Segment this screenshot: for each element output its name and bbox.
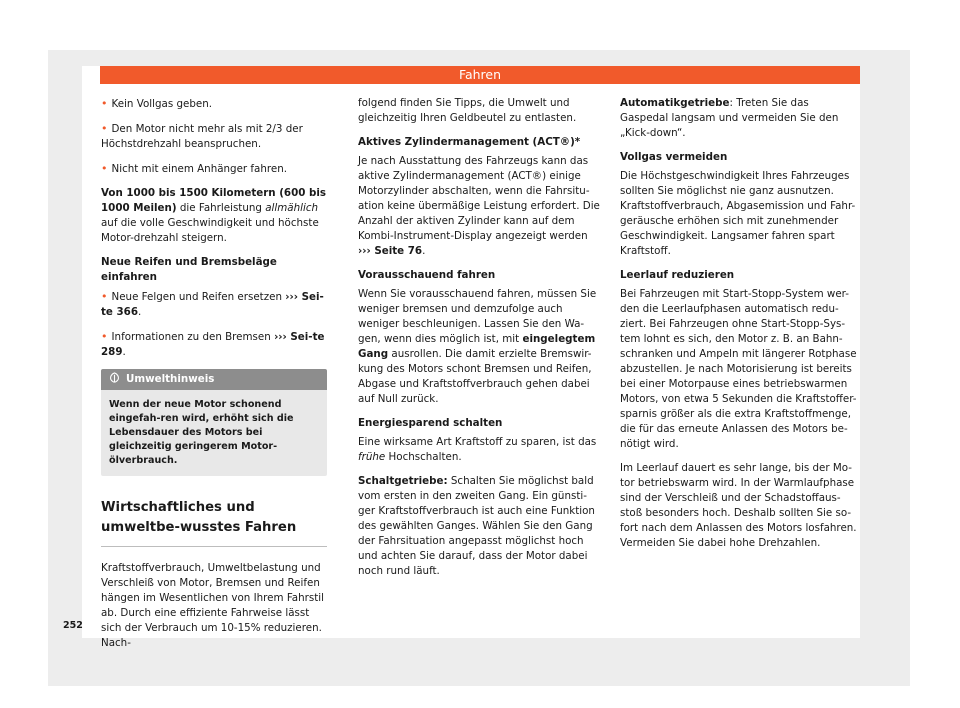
paragraph: Je nach Ausstattung des Fahrzeugs kann das aktive Zylindermanagement (ACT®) einige Motorzylinder abschalten, wenn die Fahrsitu-ation keine übermäßige Leistung erfordert. Die Anzahl der aktiven Zylinder kann auf dem Kombi-Instrument-Display angezeigt werden ››› Seite 76. xyxy=(358,155,600,257)
subheading: Vollgas vermeiden xyxy=(620,151,728,163)
paragraph: Kraftstoffverbrauch, Umweltbelastung und Verschleiß von Motor, Bremsen und Reifen hängen im Wesentlichen von Ihrem Fahrstil ab. Durch eine effiziente Fahrweise lässt sich der Verbrauch um 10-15% reduzieren. Nach- xyxy=(101,562,324,649)
column-3 xyxy=(620,96,860,560)
paragraph: Im Leerlauf dauert es sehr lange, bis der Mo-tor betriebswarm wird. In der Warmlaufphase sind der Verschleiß und der Schadstoffaus-stoß besonders hoch. Deshalb sollten Sie so-fort nach dem Anlassen des Motors losfahren. Vermeiden Sie dabei hohe Drehzahlen. xyxy=(620,462,857,549)
environment-note-text: Wenn der neue Motor schonend eingefah-ren wird, erhöht sich die Lebensdauer des Motors bei gleichzeitig geringerem Motor-ölverbrauch. xyxy=(101,390,327,476)
section-title: Wirtschaftliches und umweltbe-wusstes Fahren xyxy=(101,498,327,547)
environment-note-header: Umwelthinweis xyxy=(101,369,327,390)
environment-note xyxy=(101,369,327,476)
paragraph: Von 1000 bis 1500 Kilometern (600 bis 1000 Meilen) die Fahrleistung allmählich auf die volle Geschwindigkeit und höchste Motor-drehzahl steigern. xyxy=(101,187,327,244)
column-1 xyxy=(101,96,327,660)
paragraph: Die Höchstgeschwindigkeit Ihres Fahrzeuges sollten Sie möglichst nie ganz ausnutzen. Kraftstoffverbrauch, Abgasemission und Fahr-geräusche erhöhen sich mit zunehmender Geschwindigkeit. Langsamer fahren spart Kraftstoff. xyxy=(620,170,856,257)
paragraph: folgend finden Sie Tipps, die Umwelt und gleichzeitig Ihren Geldbeutel zu entlasten. xyxy=(358,97,577,124)
bullet-item: • Neue Felgen und Reifen ersetzen ››› Sei-te 366. xyxy=(101,289,327,320)
paragraph: Automatikgetriebe: Treten Sie das Gaspedal langsam und vermeiden Sie den „Kick-down“. xyxy=(620,97,839,139)
subheading: Vorausschauend fahren xyxy=(358,269,496,281)
paragraph: Eine wirksame Art Kraftstoff zu sparen, ist das frühe Hochschalten. xyxy=(358,436,597,463)
paragraph: Bei Fahrzeugen mit Start-Stopp-System wer-den die Leerlaufphasen automatisch redu-ziert. Bei Fahrzeugen ohne Start-Stopp-Sys-tem lohnt es sich, den Motor z. B. an Bahn-schranken und Ampeln mit längerer Rotphase abzustellen. Je nach Motorisierung ist bereits bei einer Motorpause eines betriebswarmen Motors, von etwa 5 Sekunden die Kraftstoffer-sparnis größer als die extra Kraftstoffmenge, die für das erneute Anlassen des Motors be-nötigt wird. xyxy=(620,288,857,450)
bullet-item: • Kein Vollgas geben. xyxy=(101,96,327,112)
page-number: 252 xyxy=(63,620,83,631)
bullet-item: • Informationen zu den Bremsen ››› Sei-te 289. xyxy=(101,329,327,360)
subheading: Energiesparend schalten xyxy=(358,417,503,429)
subheading: Neue Reifen und Bremsbeläge einfahren xyxy=(101,256,277,283)
chapter-header: Fahren xyxy=(100,66,860,84)
page-link[interactable]: ››› Sei-te 366 xyxy=(101,291,324,318)
page-link[interactable]: ››› Seite 76 xyxy=(358,245,423,257)
subheading: Leerlauf reduzieren xyxy=(620,269,735,281)
paragraph: Wenn Sie vorausschauend fahren, müssen Sie weniger bremsen und demzufolge auch weniger beschleunigen. Lassen Sie den Wa-gen, wenn dies möglich ist, mit eingelegtem Gang ausrollen. Die damit erzielte Bremswir-kung des Motors schont Bremsen und Reifen, Abgase und Kraftstoffverbrauch gehen dabei auf Null zurück. xyxy=(358,288,597,405)
subheading: Aktives Zylindermanagement (ACT®)* xyxy=(358,136,581,148)
bullet-item: • Nicht mit einem Anhänger fahren. xyxy=(101,161,327,177)
paragraph: Schaltgetriebe: Schalten Sie möglichst bald vom ersten in den zweiten Gang. Ein günsti-ger Kraftstoffverbrauch ist auch eine Funktion des gewählten Ganges. Wählen Sie den Gang der Fahrsituation angepasst möglichst hoch und achten Sie darauf, dass der Motor dabei noch rund läuft. xyxy=(358,475,595,577)
page-link[interactable]: ››› Sei-te 289 xyxy=(101,331,325,358)
leaf-icon xyxy=(109,372,120,383)
column-2 xyxy=(358,96,601,588)
bullet-item: • Den Motor nicht mehr als mit 2/3 der Höchstdrehzahl beanspruchen. xyxy=(101,121,327,152)
